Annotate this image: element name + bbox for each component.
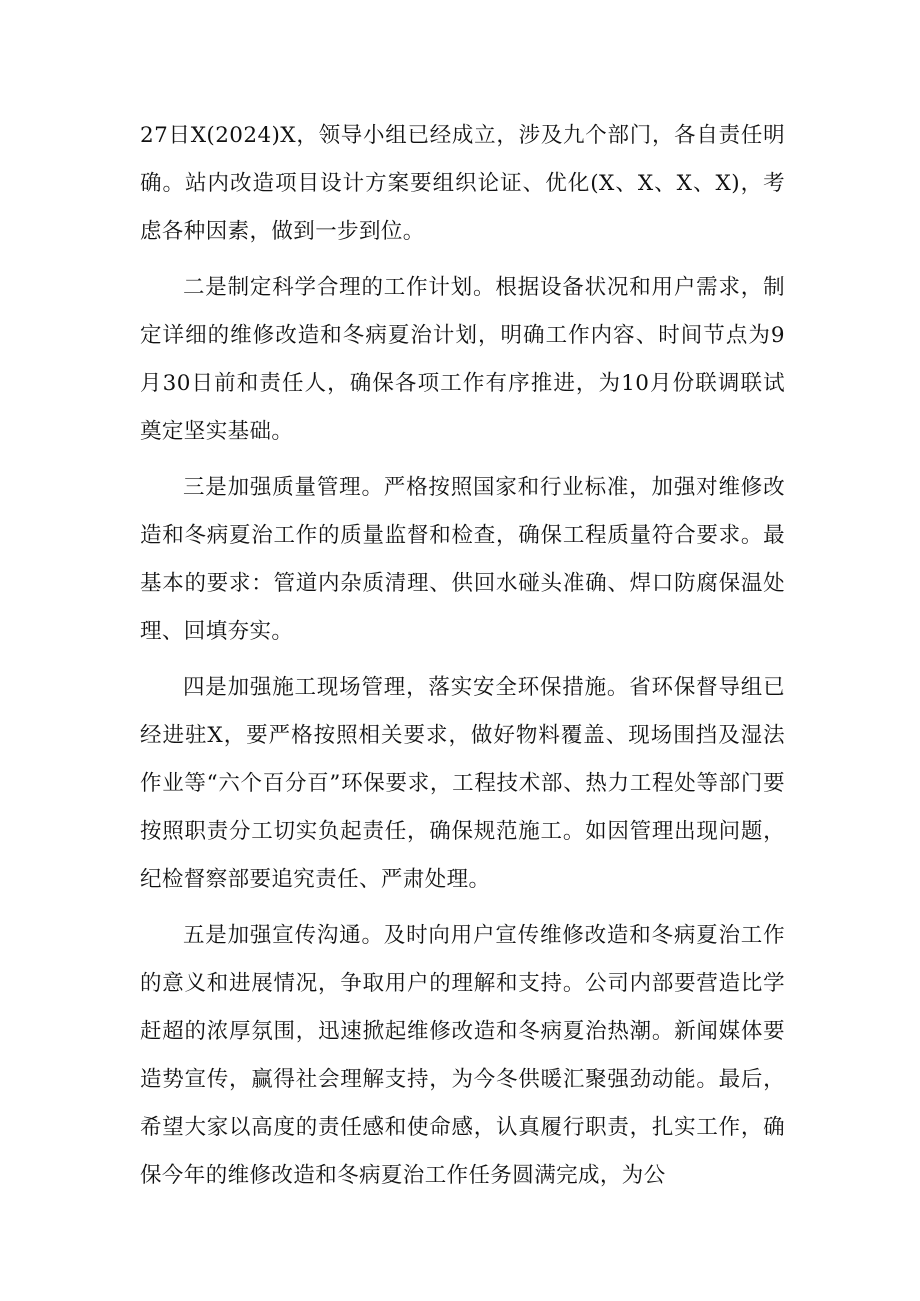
- document-page: [140, 112, 785, 1208]
- paragraph-publicity: 五是加强宣传沟通。及时向用户宣传维修改造和冬病夏治工作的意义和进展情况，争取用户的理解和支持。公司内部要营造比学赶超的浓厚氛围，迅速掀起维修改造和冬病夏治热潮。新闻媒体要造势宣传，赢得社会理解支持，为今冬供暖汇聚强劲动能。最后，希望大家以高度的责任感和使命感，认真履行职责，扎实工作，确保今年的维修改造和冬病夏治工作任务圆满完成，为公: [140, 923, 785, 1188]
- paragraph-continuation: 27日X(2024)X，领导小组已经成立，涉及九个部门，各自责任明确。站内改造项目设计方案要组织论证、优化(X、X、X、X)，考虑各种因素，做到一步到位。: [140, 123, 785, 244]
- paragraph-quality-management: 三是加强质量管理。严格按照国家和行业标准，加强对维修改造和冬病夏治工作的质量监督和检查，确保工程质量符合要求。最基本的要求：管道内杂质清理、供回水碰头准确、焊口防腐保温处理、回填夯实。: [140, 475, 785, 644]
- paragraph-site-management: 四是加强施工现场管理，落实安全环保措施。省环保督导组已经进驻X，要严格按照相关要求，做好物料覆盖、现场围挡及湿法作业等“六个百分百”环保要求，工程技术部、热力工程处等部门要按照职责分工切实负起责任，确保规范施工。如因管理出现问题，纪检督察部要追究责任、严肃处理。: [140, 675, 785, 892]
- paragraph-work-plan: 二是制定科学合理的工作计划。根据设备状况和用户需求，制定详细的维修改造和冬病夏治计划，明确工作内容、时间节点为9月30日前和责任人，确保各项工作有序推进，为10月份联调联试奠定坚实基础。: [140, 275, 785, 444]
